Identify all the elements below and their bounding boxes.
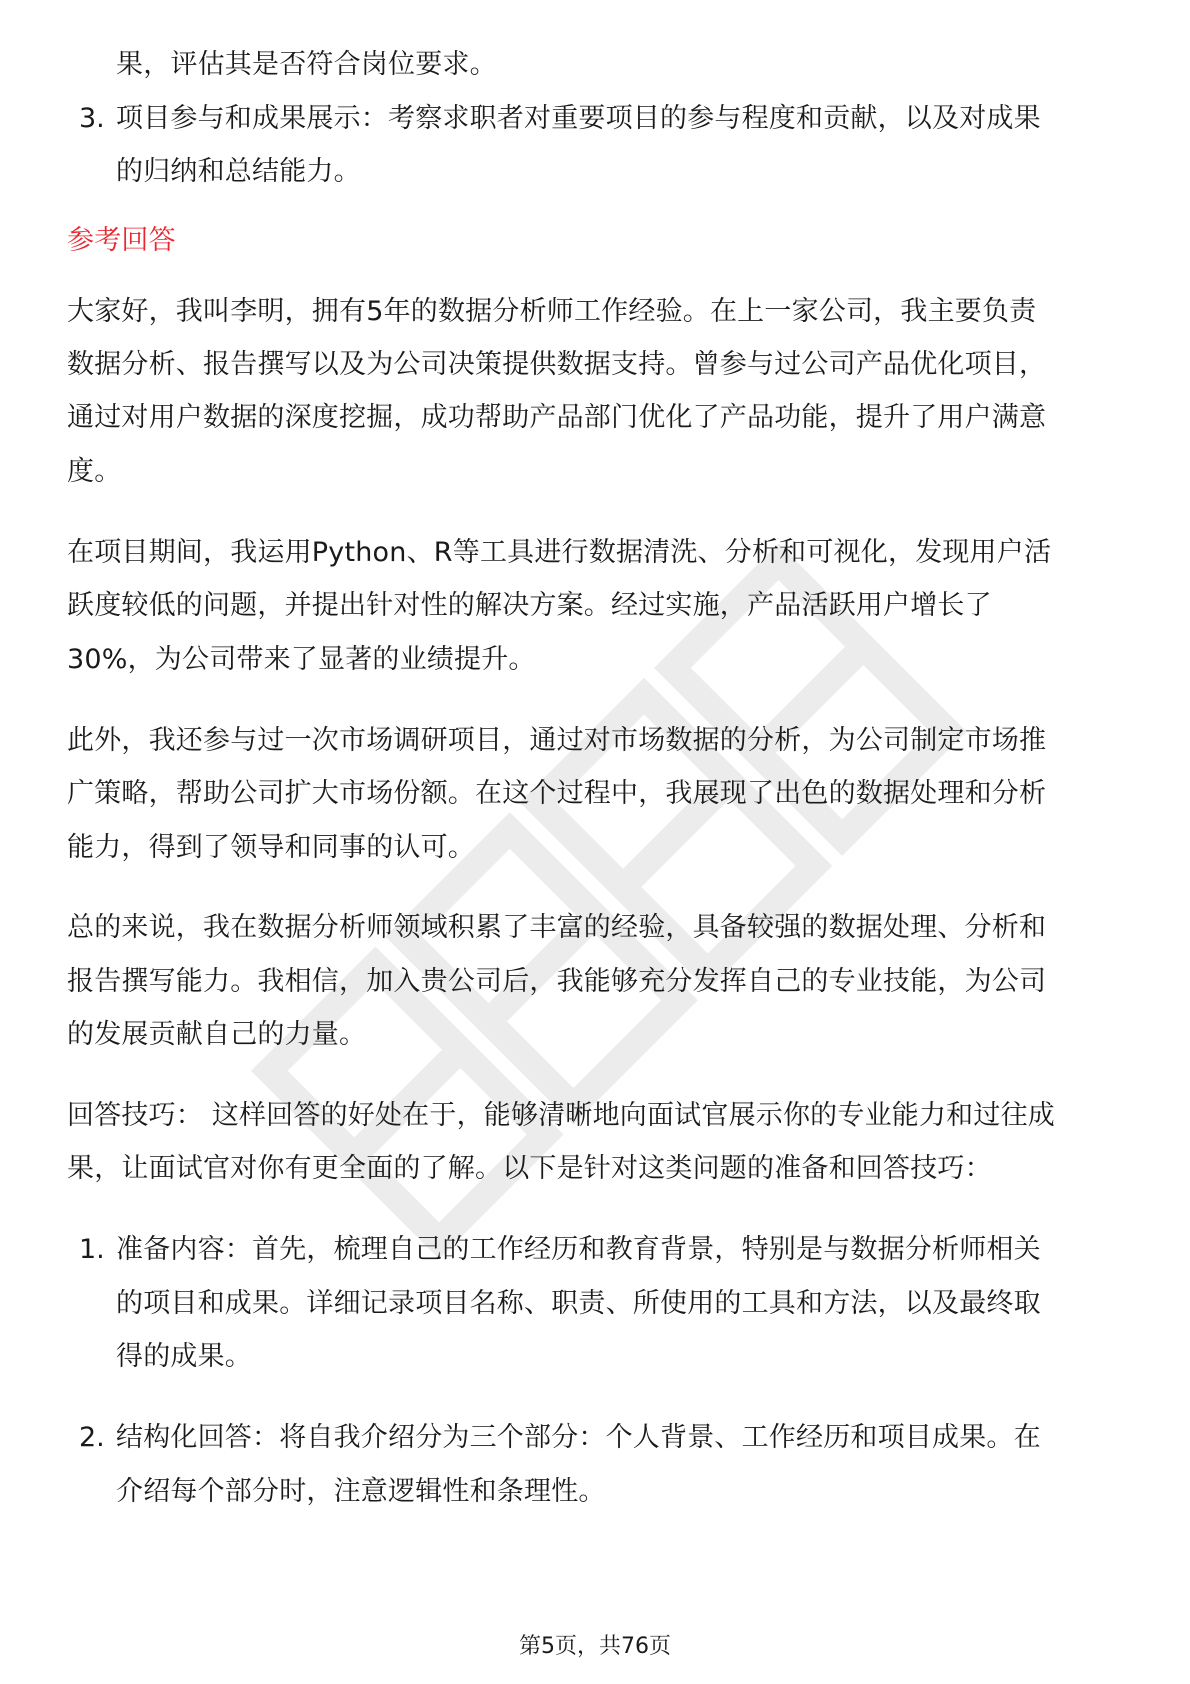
list-item-line: 项目参与和成果展示：考察求职者对重要项目的参与程度和贡献，以及对成果 bbox=[116, 103, 1041, 134]
list-item-line: 结构化回答：将自我介绍分为三个部分：个人背景、工作经历和项目成果。在 bbox=[116, 1422, 1041, 1453]
paragraph-line: 数据分析、报告撰写以及为公司决策提供数据支持。曾参与过公司产品优化项目， bbox=[67, 349, 1047, 380]
list-item-line: 的归纳和总结能力。 bbox=[116, 156, 361, 187]
paragraph-line: 果，让面试官对你有更全面的了解。以下是针对这类问题的准备和回答技巧： bbox=[67, 1153, 992, 1184]
paragraph-line: 报告撰写能力。我相信，加入贵公司后，我能够充分发挥自己的专业技能，为公司 bbox=[67, 966, 1047, 997]
list-number: 1. bbox=[79, 1234, 105, 1265]
section-heading: 参考回答 bbox=[67, 225, 176, 256]
list-item-continuation: 果，评估其是否符合岗位要求。 bbox=[116, 49, 497, 80]
paragraph-line: 跃度较低的问题，并提出针对性的解决方案。经过实施，产品活跃用户增长了 bbox=[67, 590, 992, 621]
list-item-line: 得的成果。 bbox=[116, 1341, 252, 1372]
paragraph-line: 度。 bbox=[67, 456, 122, 487]
paragraph-line: 回答技巧： 这样回答的好处在于，能够清晰地向面试官展示你的专业能力和过往成 bbox=[67, 1100, 1055, 1131]
paragraph-line: 通过对用户数据的深度挖掘，成功帮助产品部门优化了产品功能，提升了用户满意 bbox=[67, 402, 1047, 433]
paragraph-line: 大家好，我叫李明，拥有5年的数据分析师工作经验。在上一家公司，我主要负责 bbox=[67, 296, 1037, 327]
paragraph-line: 的发展贡献自己的力量。 bbox=[67, 1019, 367, 1050]
list-item-line: 的项目和成果。详细记录项目名称、职责、所使用的工具和方法，以及最终取 bbox=[116, 1288, 1041, 1319]
list-number: 3. bbox=[79, 103, 105, 134]
list-item-line: 准备内容：首先，梳理自己的工作经历和教育背景，特别是与数据分析师相关 bbox=[116, 1234, 1041, 1265]
paragraph-line: 广策略，帮助公司扩大市场份额。在这个过程中，我展现了出色的数据处理和分析 bbox=[67, 778, 1047, 809]
list-item-line: 介绍每个部分时，注意逻辑性和条理性。 bbox=[116, 1476, 606, 1507]
paragraph-line: 总的来说，我在数据分析师领域积累了丰富的经验，具备较强的数据处理、分析和 bbox=[67, 912, 1047, 943]
paragraph-line: 在项目期间，我运用Python、R等工具进行数据清洗、分析和可视化，发现用户活 bbox=[67, 537, 1052, 568]
page-footer: 第5页，共76页 bbox=[519, 1634, 671, 1659]
paragraph-line: 能力，得到了领导和同事的认可。 bbox=[67, 832, 475, 863]
paragraph-line: 此外，我还参与过一次市场调研项目，通过对市场数据的分析，为公司制定市场推 bbox=[67, 725, 1047, 756]
list-number: 2. bbox=[79, 1422, 105, 1453]
paragraph-line: 30%，为公司带来了显著的业绩提升。 bbox=[67, 644, 536, 675]
